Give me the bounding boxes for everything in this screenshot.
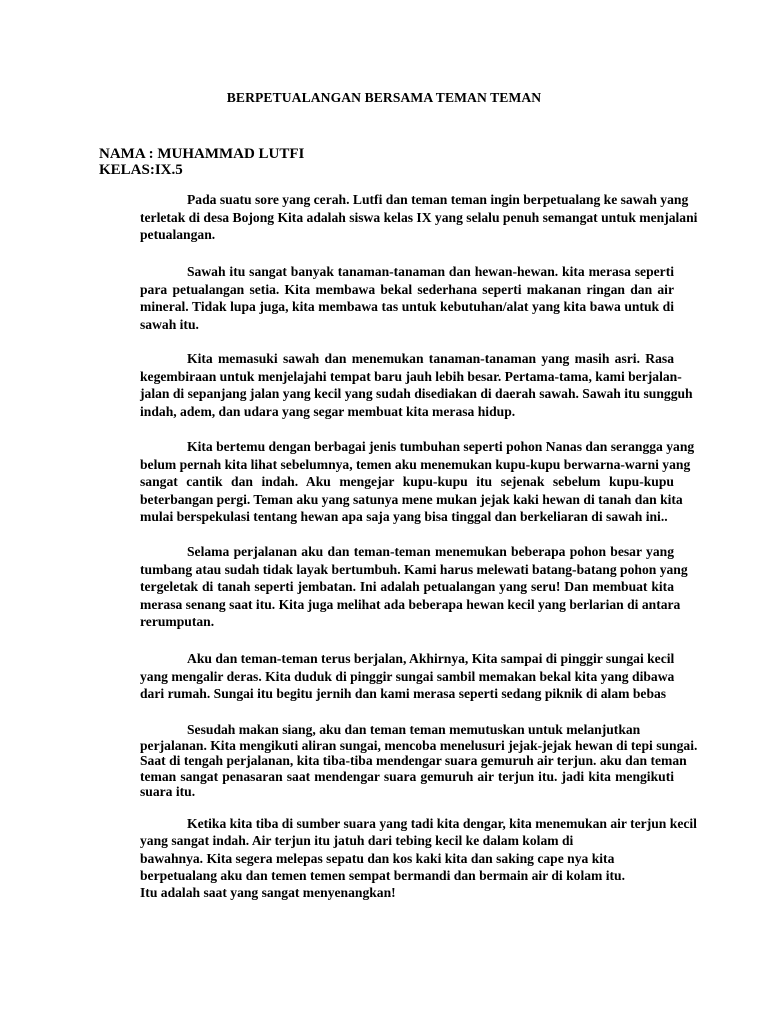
document-title: BERPETUALANGAN BERSAMA TEMAN TEMAN bbox=[226, 90, 542, 105]
paragraph-line: mulai berspekulasi tentang hewan apa saja yang bisa tinggal dan berkeliaran di sawah ini.. bbox=[140, 509, 668, 524]
paragraph-line: Kita memasuki sawah dan menemukan tanaman-tanaman yang masih asri. Rasa bbox=[187, 351, 674, 366]
paragraph-line: merasa senang saat itu. Kita juga melihat ada beberapa hewan kecil yang berlarian di antara bbox=[140, 596, 681, 612]
paragraph-8 bbox=[93, 815, 697, 901]
paragraph-4 bbox=[93, 438, 695, 526]
paragraph-line: Selama perjalanan aku dan teman-teman menemukan beberapa pohon besar yang bbox=[187, 544, 674, 559]
paragraph-line: terletak di desa Bojong Kita adalah siswa kelas IX yang selalu penuh semangat untuk menjalani bbox=[140, 209, 698, 225]
paragraph-line: para petualangan setia. Kita membawa bekal sederhana seperti makanan ringan dan air bbox=[140, 281, 674, 297]
paragraph-line: beterbangan pergi. Teman aku yang satunya mene mukan jejak kaki hewan di tanah dan kita bbox=[140, 491, 683, 507]
student-class: KELAS:IX.5 bbox=[99, 162, 183, 178]
paragraph-line: yang mengalir deras. Kita duduk di pinggir sungai sambil memakan bekal kita yang dibawa bbox=[140, 668, 675, 684]
paragraph-line: petualangan. bbox=[140, 227, 216, 242]
paragraph-line: mineral. Tidak lupa juga, kita membawa tas untuk kebutuhan/alat yang kita bawa untuk di bbox=[140, 299, 674, 314]
paragraph-line: suara itu. bbox=[140, 784, 196, 800]
paragraph-line: sangat cantik dan indah. Aku mengejar kupu-kupu itu sejenak sebelum kupu-kupu bbox=[140, 474, 674, 489]
paragraph-line: teman sangat penasaran saat mendengar suara gemuruh air terjun itu. jadi kita mengikuti bbox=[140, 768, 674, 784]
paragraph-line: Itu adalah saat yang sangat menyenangkan! bbox=[140, 885, 396, 901]
paragraph-1 bbox=[93, 191, 698, 244]
paragraph-line: tumbang atau sudah tidak layak bertumbuh. Kami harus melewati batang-batang pohon yang bbox=[140, 561, 688, 577]
paragraph-5 bbox=[93, 543, 688, 631]
paragraph-line: dari rumah. Sungai itu begitu jernih dan kami merasa seperti sedang piknik di alam bebas bbox=[140, 686, 667, 701]
paragraph-line: Saat di tengah perjalanan, kita tiba-tiba mendengar suara gemuruh air terjun. aku dan teman bbox=[140, 753, 687, 769]
student-name: NAMA : MUHAMMAD LUTFI bbox=[99, 146, 305, 162]
paragraph-line: Sawah itu sangat banyak tanaman-tanaman dan hewan-hewan. kita merasa seperti bbox=[187, 264, 674, 279]
paragraph-line: indah, adem, dan udara yang segar membuat kita merasa hidup. bbox=[140, 403, 516, 419]
paragraph-line: belum pernah kita lihat sebelumnya, temen aku menemukan kupu-kupu berwarna-warni yang bbox=[140, 456, 691, 472]
paragraph-line: tergeletak di tanah seperti jembatan. Ini adalah petualangan yang seru! Dan membuat kita bbox=[140, 579, 674, 594]
paragraph-line: Ketika kita tiba di sumber suara yang tadi kita dengar, kita menemukan air terjun kecil bbox=[187, 816, 697, 831]
paragraph-line: perjalanan. Kita mengikuti aliran sungai, mencoba menelusuri jejak-jejak hewan di tepi sungai. bbox=[140, 737, 698, 753]
paragraph-line: Sesudah makan siang, aku dan teman teman memutuskan untuk melanjutkan bbox=[187, 722, 641, 737]
paragraph-line: kegembiraan untuk menjelajahi tempat baru jauh lebih besar. Pertama-tama, kami berjalan- bbox=[140, 368, 682, 384]
paragraph-line: Aku dan teman-teman terus berjalan, Akhirnya, Kita sampai di pinggir sungai kecil bbox=[187, 651, 675, 666]
paragraph-line: berpetualang aku dan temen temen sempat bermandi dan bermain air di kolam itu. bbox=[140, 867, 626, 883]
paragraph-line: jalan di sepanjang jalan yang kecil yang sudah disediakan di daerah sawah. Sawah itu sungguh bbox=[140, 386, 693, 401]
paragraph-line: bawahnya. Kita segera melepas sepatu dan kos kaki kita dan saking cape nya kita bbox=[140, 850, 615, 866]
paragraph-2 bbox=[93, 263, 674, 333]
paragraph-3 bbox=[93, 350, 693, 420]
paragraph-line: yang sangat indah. Air terjun itu jatuh dari tebing kecil ke dalam kolam di bbox=[140, 833, 574, 849]
paragraph-line: rerumputan. bbox=[140, 614, 215, 629]
paragraph-line: Kita bertemu dengan berbagai jenis tumbuhan seperti pohon Nanas dan serangga yang bbox=[187, 439, 695, 454]
paragraph-line: sawah itu. bbox=[140, 316, 199, 332]
paragraph-6 bbox=[93, 650, 674, 703]
paragraph-line: Pada suatu sore yang cerah. Lutfi dan teman teman ingin berpetualang ke sawah yang bbox=[187, 192, 689, 207]
paragraph-7 bbox=[93, 722, 698, 800]
student-identity bbox=[99, 146, 304, 178]
